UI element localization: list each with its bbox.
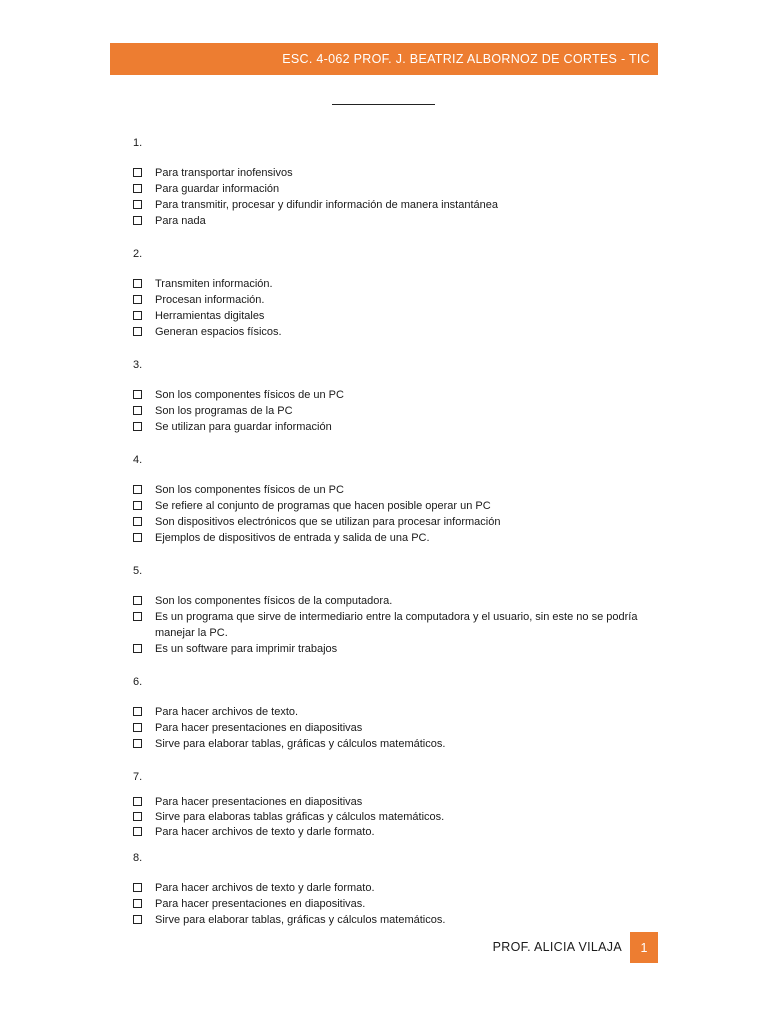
question-number: 2. bbox=[133, 248, 143, 260]
checkbox[interactable] bbox=[133, 517, 142, 526]
option-item[interactable]: Se refiere al conjunto de programas que hacen posible operar un PC bbox=[133, 498, 491, 514]
option-item[interactable]: Son los componentes físicos de la computadora. bbox=[133, 593, 392, 609]
checkbox[interactable] bbox=[133, 883, 142, 892]
option-item[interactable]: Para hacer archivos de texto y darle formato. bbox=[133, 824, 375, 840]
checkbox[interactable] bbox=[133, 797, 142, 806]
option-item[interactable]: Transmiten información. bbox=[133, 276, 273, 292]
option-item[interactable]: Son dispositivos electrónicos que se utilizan para procesar información bbox=[133, 514, 500, 530]
title-underline bbox=[332, 104, 435, 105]
checkbox[interactable] bbox=[133, 390, 142, 399]
option-item[interactable]: Para transportar inofensivos bbox=[133, 165, 293, 181]
checkbox[interactable] bbox=[133, 533, 142, 542]
checkbox[interactable] bbox=[133, 812, 142, 821]
checkbox[interactable] bbox=[133, 422, 142, 431]
checkbox[interactable] bbox=[133, 915, 142, 924]
checkbox[interactable] bbox=[133, 311, 142, 320]
option-item[interactable]: Son los componentes físicos de un PC bbox=[133, 387, 344, 403]
header-bar bbox=[110, 43, 658, 75]
checkbox[interactable] bbox=[133, 739, 142, 748]
option-item[interactable]: Para guardar información bbox=[133, 181, 279, 197]
checkbox[interactable] bbox=[133, 612, 142, 621]
question-number: 7. bbox=[133, 771, 143, 783]
checkbox[interactable] bbox=[133, 827, 142, 836]
footer-author: PROF. ALICIA VILAJA bbox=[492, 940, 622, 954]
question-number: 5. bbox=[133, 565, 143, 577]
checkbox[interactable] bbox=[133, 707, 142, 716]
question-number: 6. bbox=[133, 676, 143, 688]
checkbox[interactable] bbox=[133, 216, 142, 225]
option-item[interactable]: Sirve para elaborar tablas, gráficas y cálculos matemáticos. bbox=[133, 736, 445, 752]
option-item[interactable]: Procesan información. bbox=[133, 292, 264, 308]
option-item[interactable]: Para transmitir, procesar y difundir información de manera instantánea bbox=[133, 197, 498, 213]
page-number: 1 bbox=[630, 932, 658, 963]
option-item[interactable]: Para hacer presentaciones en diapositivas bbox=[133, 720, 362, 736]
checkbox[interactable] bbox=[133, 200, 142, 209]
checkbox[interactable] bbox=[133, 406, 142, 415]
checkbox[interactable] bbox=[133, 327, 142, 336]
question-number: 3. bbox=[133, 359, 143, 371]
header-text: ESC. 4-062 PROF. J. BEATRIZ ALBORNOZ DE CORTES - TIC bbox=[282, 52, 650, 66]
checkbox[interactable] bbox=[133, 596, 142, 605]
option-item[interactable]: Para hacer archivos de texto. bbox=[133, 704, 298, 720]
option-item[interactable]: Para hacer presentaciones en diapositivas. bbox=[133, 896, 365, 912]
question-number: 1. bbox=[133, 137, 143, 149]
question-number: 8. bbox=[133, 852, 143, 864]
checkbox[interactable] bbox=[133, 184, 142, 193]
option-item[interactable]: Es un software para imprimir trabajos bbox=[133, 641, 337, 657]
checkbox[interactable] bbox=[133, 279, 142, 288]
option-item[interactable]: Generan espacios físicos. bbox=[133, 324, 282, 340]
checkbox[interactable] bbox=[133, 723, 142, 732]
option-item[interactable]: Para hacer archivos de texto y darle formato. bbox=[133, 880, 375, 896]
option-item[interactable]: Son los programas de la PC bbox=[133, 403, 293, 419]
option-item[interactable]: Sirve para elaboras tablas gráficas y cálculos matemáticos. bbox=[133, 809, 444, 825]
option-item[interactable]: Se utilizan para guardar información bbox=[133, 419, 332, 435]
option-item[interactable]: Para nada bbox=[133, 213, 206, 229]
option-item[interactable]: Sirve para elaborar tablas, gráficas y cálculos matemáticos. bbox=[133, 912, 445, 928]
checkbox[interactable] bbox=[133, 295, 142, 304]
option-item[interactable]: Ejemplos de dispositivos de entrada y salida de una PC. bbox=[133, 530, 430, 546]
checkbox[interactable] bbox=[133, 899, 142, 908]
option-item[interactable]: Para hacer presentaciones en diapositivas bbox=[133, 794, 362, 810]
option-item[interactable]: Son los componentes físicos de un PC bbox=[133, 482, 344, 498]
question-number: 4. bbox=[133, 454, 143, 466]
checkbox[interactable] bbox=[133, 501, 142, 510]
checkbox[interactable] bbox=[133, 485, 142, 494]
option-item[interactable]: Es un programa que sirve de intermediario entre la computadora y el usuario, sin este no se podría manejar la PC. bbox=[133, 609, 645, 641]
checkbox[interactable] bbox=[133, 644, 142, 653]
option-item[interactable]: Herramientas digitales bbox=[133, 308, 264, 324]
checkbox[interactable] bbox=[133, 168, 142, 177]
